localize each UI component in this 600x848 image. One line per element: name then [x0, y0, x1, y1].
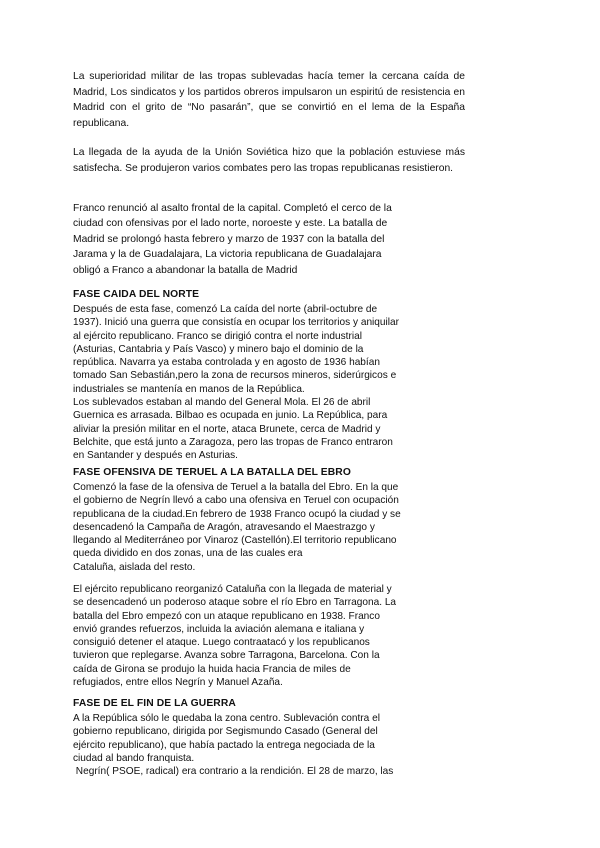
text-line: república. Navarra ya estaba controlada y en agosto de 1936 habían: [73, 357, 380, 369]
text-line: envió grandes refuerzos, incluida la aviación alemana e italiana y: [73, 623, 365, 635]
text-line: Madrid se prolongó hasta febrero y marzo de 1937 con la batalla del: [73, 233, 385, 245]
text-line: tomado San Sebastián,pero la zona de recursos mineros, siderúrgicos e: [73, 370, 397, 382]
text-line: gobierno republicano, dirigida por Segismundo Casado (General del: [73, 726, 378, 738]
text-line: se desencadenó un poderoso ataque sobre el río Ebro en Tarragona. La: [73, 597, 397, 609]
paragraph-teruel: [73, 481, 465, 574]
text-line: Negrín( PSOE, radical) era contrario a la rendición. El 28 de marzo, las: [73, 766, 394, 778]
text-line: Jarama y la de Guadalajara, La victoria republicana de Guadalajara: [73, 249, 382, 261]
heading-fase-caida-norte: FASE CAIDA DEL NORTE: [73, 289, 200, 300]
text-line: consiguió detener el ataque. Luego contraatacó y los republicanos: [73, 637, 370, 649]
heading-fase-fin-guerra: FASE DE EL FIN DE LA GUERRA: [73, 698, 236, 709]
text-line: ciudad al bando franquista.: [73, 752, 195, 764]
text-line: en Santander y después en Asturias.: [73, 450, 238, 462]
text-line: desencadenó la Campaña de Aragón, atravesando el Maestrazgo y: [73, 521, 375, 533]
text-line: llegando al Mediterráneo por Vinaroz (Castellón).El territorio republicano: [73, 535, 397, 547]
text-line: ciudad con ofensivas por el lado norte, noroeste y este. La batalla de: [73, 218, 388, 230]
text-line: industriales se mantenía en manos de la República.: [73, 383, 305, 395]
text-line: Los sublevados estaban al mando del General Mola. El 26 de abril: [73, 397, 371, 409]
paragraph-fin-guerra: [73, 712, 465, 778]
heading-fase-teruel-ebro: FASE OFENSIVA DE TERUEL A LA BATALLA DEL EBRO: [73, 467, 351, 478]
text-line: El ejército republicano reorganizó Cataluña con la llegada de material y: [73, 584, 392, 595]
text-line: ejército republicano), que había pactado la entrega negociada de la: [73, 739, 375, 751]
text-line: obligó a Franco a abandonar la batalla de Madrid: [73, 264, 298, 276]
paragraph-caida-norte: [73, 303, 465, 463]
text-line: batalla del Ebro empezó con un ataque republicano en 1938. Franco: [73, 610, 380, 622]
paragraph-franco-siege: [73, 201, 465, 278]
text-line: caída de Girona se produjo la huida hacia Francia de miles de: [73, 663, 351, 675]
text-line: 1937). Inició una guerra que consistía en ocupar los territorios y aniquilar: [73, 317, 399, 329]
text-line: Guernica es arrasada. Bilbao es ocupada en junio. La República, para: [73, 410, 388, 422]
text-line: Comenzó la fase de la ofensiva de Teruel a la batalla del Ebro. En la que: [73, 482, 399, 493]
text-line: el gobierno de Negrín llevó a cabo una ofensiva en Teruel con ocupación: [73, 495, 399, 507]
paragraph-batalla-ebro: [73, 583, 465, 689]
text-line: (Asturias, Cantabria y País Vasco) y minero bajo el dominio de la: [73, 343, 364, 355]
text-line: al ejército republicano. Franco se dirigió contra el norte industrial: [73, 330, 362, 342]
text-line: tuvieron que replegarse. Avanza sobre Tarragona, Barcelona. Con la: [73, 650, 380, 662]
text-line: Cataluña, aislada del resto.: [73, 561, 196, 573]
text-line: republicana de la ciudad.En febrero de 1938 Franco ocupó la ciudad y se: [73, 508, 401, 520]
text-line: refugiados, entre ellos Negrín y Manuel Azaña.: [73, 677, 283, 689]
text-line: aliviar la presión militar en el norte, ataca Brunete, cerca de Madrid y: [73, 423, 381, 435]
text-line: Belchite, que está junto a Zaragoza, pero las tropas de Franco entraron: [73, 436, 393, 448]
text-line: Franco renunció al asalto frontal de la capital. Completó el cerco de la: [73, 203, 392, 214]
text-line: A la República sólo le quedaba la zona centro. Sublevación contra el: [73, 713, 380, 724]
paragraph-madrid-resistance: La superioridad militar de las tropas sublevadas hacía temer la cercana caída de Madrid, Los sindicatos y los partidos obreros impulsaron un espiritú de resistencia en Madrid con el grito de “No pasarán”, que se convirtió en el lema de la España republicana.: [73, 71, 465, 129]
text-line: queda dividido en dos zonas, una de las cuales era: [73, 548, 303, 560]
paragraph-soviet-aid: La llegada de la ayuda de la Unión Soviética hizo que la población estuviese más satisfecha. Se produjeron varios combates pero las tropas republicanas resistieron.: [73, 147, 465, 174]
text-line: Después de esta fase, comenzó La caída del norte (abril-octubre de: [73, 304, 378, 315]
